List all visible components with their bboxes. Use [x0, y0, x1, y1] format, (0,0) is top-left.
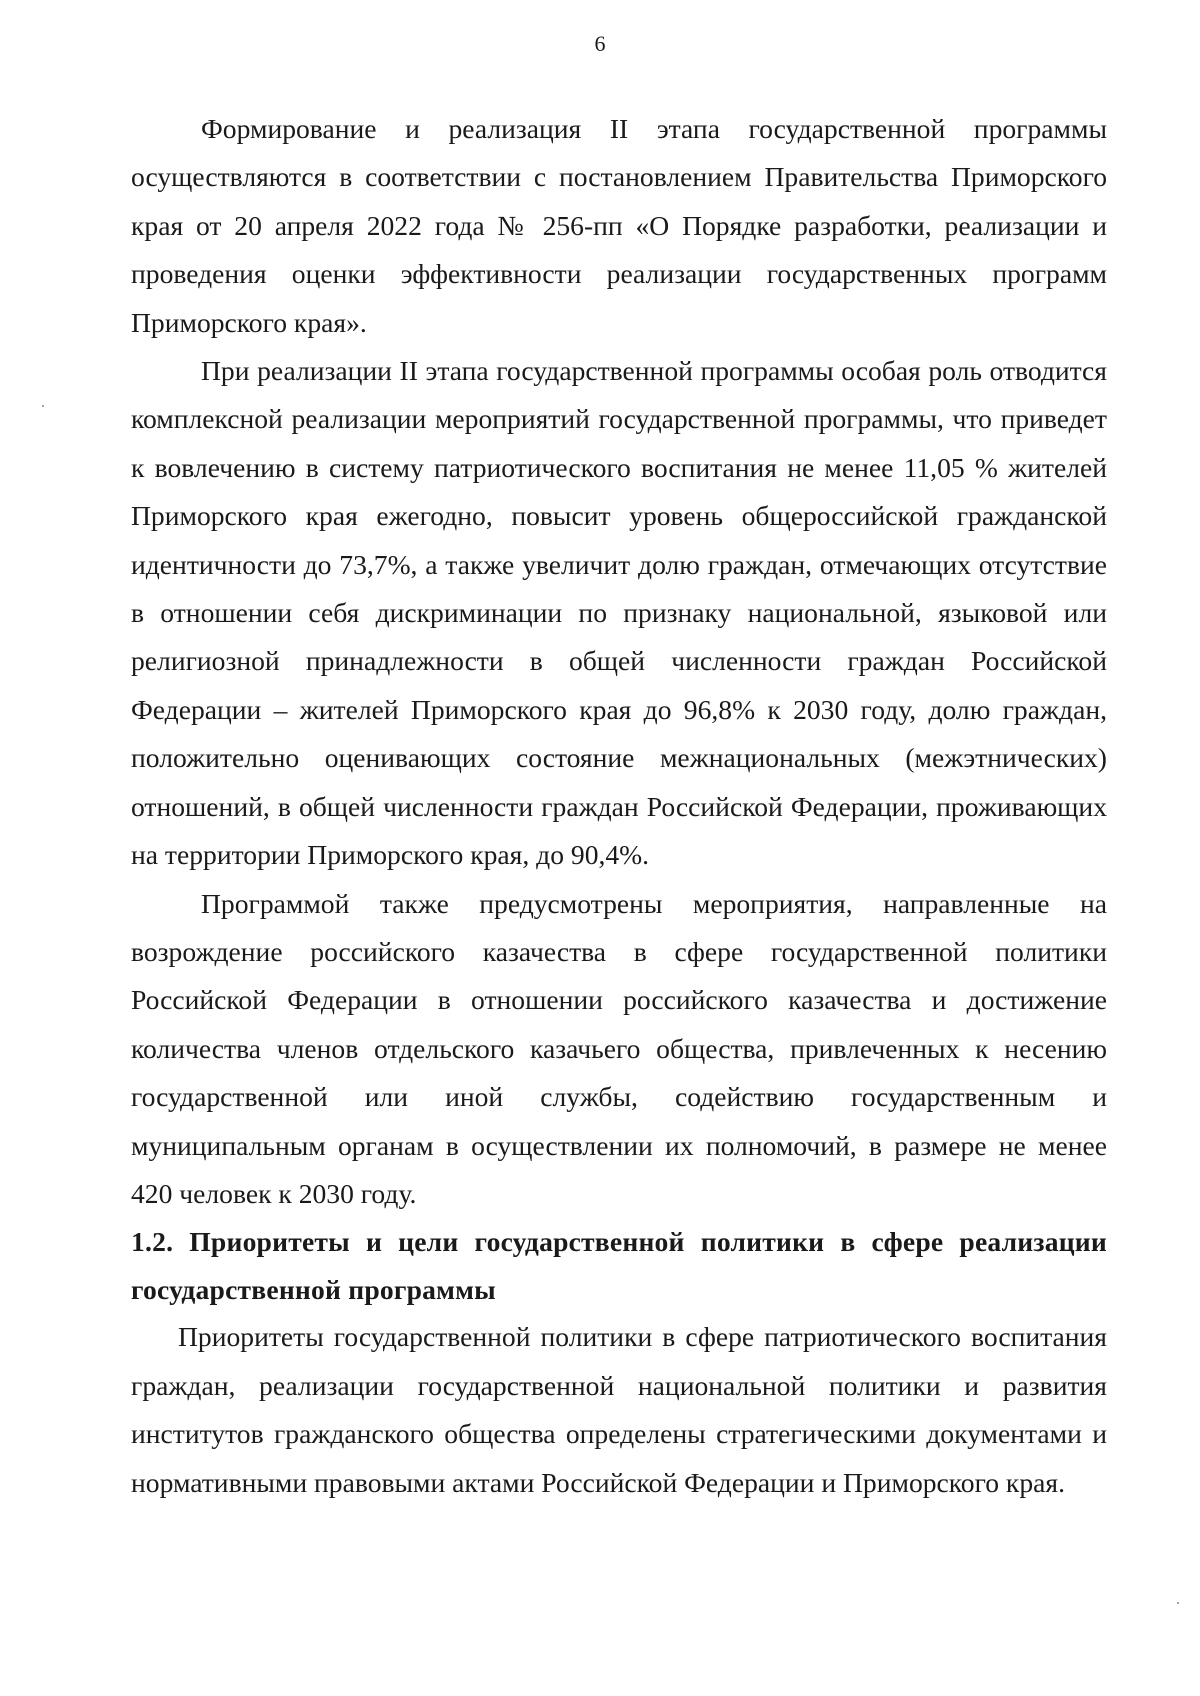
- paragraph-program-stage-implementation: При реализации II этапа государственной программы особая роль отводится комплексной реализации мероприятий государственной программы, что приведет к вовлечению в систему патриотического воспитания не менее 11,05 % жителей Приморского края ежегодно, повысит уровень общероссийской гражданской идентичности до 73,7%, а также увеличит долю граждан, отмечающих отсутствие в отношении себя дискриминации по признаку национальной, языковой или религиозной принадлежности в общей численности граждан Российской Федерации – жителей Приморского края до 96,8% к 2030 году, долю граждан, положительно оценивающих состояние межнациональных (межэтнических) отношений, в общей численности граждан Российской Федерации, проживающих на территории Приморского края, до 90,4%.: [131, 355, 1107, 871]
- paragraph-policy-priorities: Приоритеты государственной политики в сфере патриотического воспитания граждан, реализации государственной национальной политики и развития институтов гражданского общества определены стратегическими документами и нормативными правовыми актами Российской Федерации и Приморского края.: [131, 1321, 1107, 1498]
- paragraph-cossack-measures: Программой также предусмотрены мероприятия, направленные на возрождение российского казачества в сфере государственной политики Российской Федерации в отношении российского казачества и достижение количества членов отдельского казачьего общества, привлеченных к несению государственной или иной службы, содействию государственным и муниципальным органам в осуществлении их полномочий, в размере не менее 420 человек к 2030 году.: [131, 887, 1107, 1209]
- paragraph-program-stage-formation: Формирование и реализация II этапа государственной программы осуществляются в соответствии с постановлением Правительства Приморского края от 20 апреля 2022 года № 256-пп «О Порядке разработки, реализации и проведения оценки эффективности реализации государственных программ Приморского края».: [131, 113, 1107, 338]
- page-number: 6: [594, 31, 606, 56]
- section-heading: 1.2. Приоритеты и цели государственной политики в сфере реализации государственной программы: [131, 1226, 1107, 1305]
- scan-speck: [42, 405, 44, 407]
- scan-speck: [1177, 1602, 1179, 1604]
- document-body: [131, 105, 1107, 1507]
